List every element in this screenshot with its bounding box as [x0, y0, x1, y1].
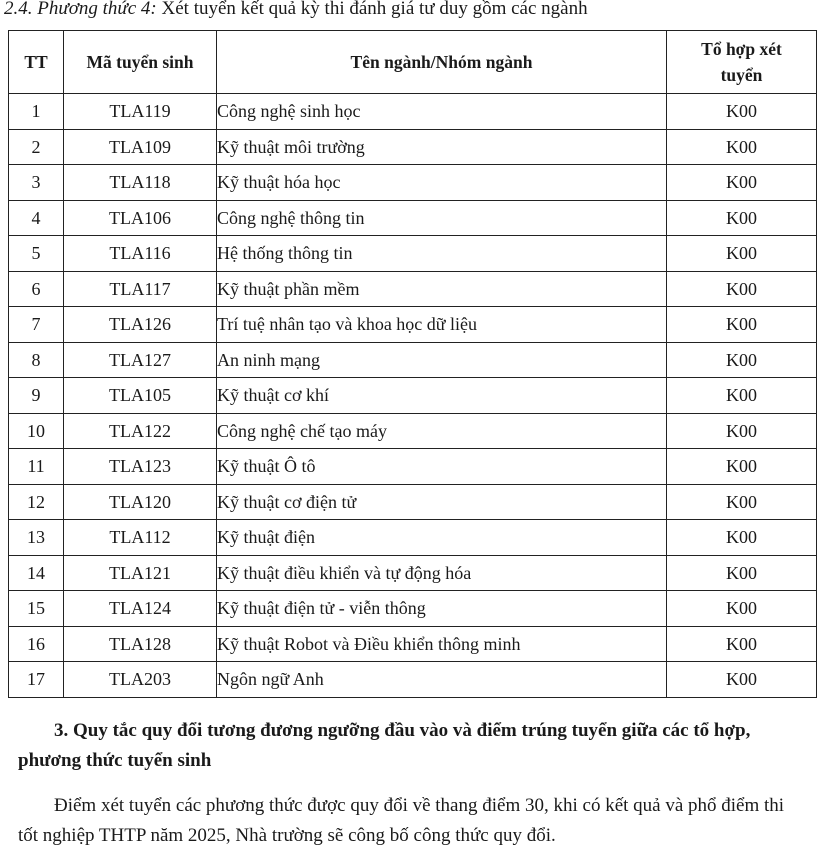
cell-tt: 5 — [9, 236, 64, 272]
cell-combo: K00 — [667, 129, 817, 165]
section-heading — [4, 0, 588, 22]
table-row — [9, 165, 817, 201]
cell-combo: K00 — [667, 342, 817, 378]
table-row — [9, 520, 817, 556]
cell-name: Kỹ thuật phần mềm — [217, 271, 667, 307]
header-combo-line2: tuyển — [720, 65, 763, 85]
cell-name: An ninh mạng — [217, 342, 667, 378]
cell-tt: 3 — [9, 165, 64, 201]
table-row — [9, 307, 817, 343]
cell-tt: 16 — [9, 626, 64, 662]
header-name: Tên ngành/Nhóm ngành — [217, 31, 667, 94]
cell-name: Kỹ thuật cơ điện tử — [217, 484, 667, 520]
section-number: 2.4. Phương thức 4: — [4, 0, 157, 19]
table-row — [9, 662, 817, 698]
cell-code: TLA203 — [64, 662, 217, 698]
cell-tt: 15 — [9, 591, 64, 627]
cell-code: TLA112 — [64, 520, 217, 556]
cell-combo: K00 — [667, 165, 817, 201]
cell-name: Kỹ thuật điều khiển và tự động hóa — [217, 555, 667, 591]
cell-name: Trí tuệ nhân tạo và khoa học dữ liệu — [217, 307, 667, 343]
table-row — [9, 555, 817, 591]
header-combo-line1: Tổ hợp xét — [701, 39, 782, 59]
cell-name: Kỹ thuật hóa học — [217, 165, 667, 201]
cell-combo: K00 — [667, 626, 817, 662]
cell-combo: K00 — [667, 449, 817, 485]
cell-name: Kỹ thuật điện — [217, 520, 667, 556]
cell-code: TLA119 — [64, 94, 217, 130]
table-row — [9, 94, 817, 130]
cell-tt: 8 — [9, 342, 64, 378]
table-row — [9, 342, 817, 378]
table-body — [9, 94, 817, 698]
table-row — [9, 378, 817, 414]
cell-code: TLA118 — [64, 165, 217, 201]
cell-name: Ngôn ngữ Anh — [217, 662, 667, 698]
cell-combo: K00 — [667, 662, 817, 698]
cell-code: TLA105 — [64, 378, 217, 414]
section-heading-text: Xét tuyển kết quả kỳ thi đánh giá tư duy gồm các ngành — [156, 0, 588, 19]
cell-combo: K00 — [667, 307, 817, 343]
cell-code: TLA127 — [64, 342, 217, 378]
cell-combo: K00 — [667, 484, 817, 520]
cell-code: TLA120 — [64, 484, 217, 520]
cell-code: TLA121 — [64, 555, 217, 591]
cell-tt: 2 — [9, 129, 64, 165]
table-row — [9, 129, 817, 165]
cell-combo: K00 — [667, 200, 817, 236]
cell-code: TLA123 — [64, 449, 217, 485]
cell-tt: 6 — [9, 271, 64, 307]
cell-tt: 11 — [9, 449, 64, 485]
header-tt: TT — [9, 31, 64, 94]
header-combo — [667, 31, 817, 94]
cell-name: Kỹ thuật Robot và Điều khiển thông minh — [217, 626, 667, 662]
cell-combo: K00 — [667, 555, 817, 591]
cell-name: Kỹ thuật cơ khí — [217, 378, 667, 414]
cell-code: TLA126 — [64, 307, 217, 343]
cell-combo: K00 — [667, 591, 817, 627]
cell-tt: 1 — [9, 94, 64, 130]
cell-combo: K00 — [667, 520, 817, 556]
cell-tt: 14 — [9, 555, 64, 591]
cell-tt: 10 — [9, 413, 64, 449]
section-3-title-text: 3. Quy tắc quy đổi tương đương ngưỡng đầu vào và điểm trúng tuyển giữa các tổ hợp, phương thức tuyển sinh — [18, 720, 751, 771]
cell-code: TLA117 — [64, 271, 217, 307]
cell-tt: 9 — [9, 378, 64, 414]
cell-name: Hệ thống thông tin — [217, 236, 667, 272]
cell-code: TLA124 — [64, 591, 217, 627]
cell-combo: K00 — [667, 413, 817, 449]
table-row — [9, 484, 817, 520]
cell-name: Công nghệ chế tạo máy — [217, 413, 667, 449]
table-row — [9, 236, 817, 272]
cell-combo: K00 — [667, 236, 817, 272]
cell-code: TLA109 — [64, 129, 217, 165]
table-row — [9, 449, 817, 485]
table-row — [9, 626, 817, 662]
cell-tt: 17 — [9, 662, 64, 698]
cell-combo: K00 — [667, 94, 817, 130]
section-3-paragraph-text: Điểm xét tuyển các phương thức được quy đổi về thang điểm 30, khi có kết quả và phổ điểm thi tốt nghiệp THTP năm 2025, Nhà trường sẽ công bố công thức quy đổi. — [18, 795, 785, 846]
cell-tt: 4 — [9, 200, 64, 236]
cell-code: TLA128 — [64, 626, 217, 662]
cell-combo: K00 — [667, 271, 817, 307]
table-row — [9, 271, 817, 307]
cell-tt: 13 — [9, 520, 64, 556]
section-3-paragraph — [18, 791, 808, 851]
header-code: Mã tuyển sinh — [64, 31, 217, 94]
cell-tt: 7 — [9, 307, 64, 343]
table-row — [9, 591, 817, 627]
cell-name: Kỹ thuật điện tử - viễn thông — [217, 591, 667, 627]
cell-name: Công nghệ thông tin — [217, 200, 667, 236]
cell-code: TLA106 — [64, 200, 217, 236]
cell-name: Kỹ thuật môi trường — [217, 129, 667, 165]
cell-code: TLA122 — [64, 413, 217, 449]
table-row — [9, 200, 817, 236]
cell-tt: 12 — [9, 484, 64, 520]
table-row — [9, 413, 817, 449]
cell-name: Công nghệ sinh học — [217, 94, 667, 130]
cell-code: TLA116 — [64, 236, 217, 272]
admissions-table — [8, 30, 817, 698]
table-header-row — [9, 31, 817, 94]
table-header — [9, 31, 817, 94]
cell-name: Kỹ thuật Ô tô — [217, 449, 667, 485]
cell-combo: K00 — [667, 378, 817, 414]
section-3-title — [18, 716, 808, 776]
